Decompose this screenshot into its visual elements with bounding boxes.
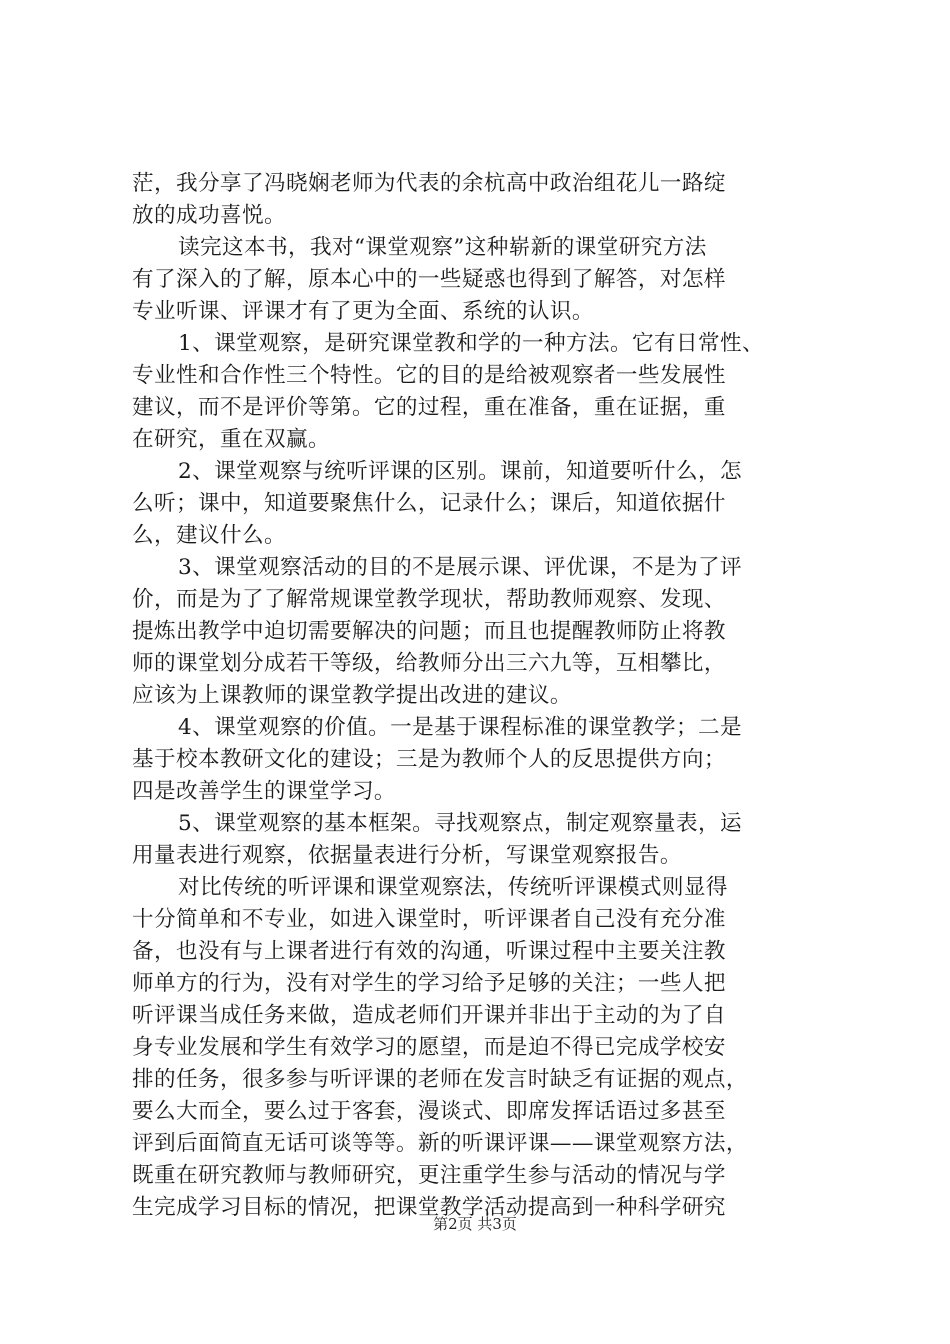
text-line: 价，而是为了了解常规课堂教学现状，帮助教师观察、发现、	[132, 587, 726, 612]
text-line: 生完成学习目标的情况，把课堂教学活动提高到一种科学研究	[132, 1195, 726, 1220]
text-line: 2、课堂观察与统听评课的区别。课前，知道要听什么，怎	[178, 459, 742, 484]
text-line: 十分简单和不专业，如进入课堂时，听评课者自己没有充分准	[132, 907, 726, 932]
text-line: 么，建议什么。	[132, 523, 286, 548]
text-line: 应该为上课教师的课堂教学提出改进的建议。	[132, 683, 572, 708]
text-line: 专业性和合作性三个特性。它的目的是给被观察者一些发展性	[132, 363, 726, 388]
text-line: 师单方的行为，没有对学生的学习给予足够的关注；一些人把	[132, 971, 726, 996]
text-line: 提炼出教学中迫切需要解决的问题；而且也提醒教师防止将教	[132, 619, 726, 644]
text-line: 身专业发展和学生有效学习的愿望，而是迫不得已完成学校安	[132, 1035, 726, 1060]
text-line: 四是改善学生的课堂学习。	[132, 779, 396, 804]
text-line: 备，也没有与上课者进行有效的沟通，听课过程中主要关注教	[132, 939, 726, 964]
text-line: 听评课当成任务来做，造成老师们开课并非出于主动的为了自	[132, 1003, 726, 1028]
text-line: 专业听课、评课才有了更为全面、系统的认识。	[132, 299, 594, 324]
text-line: 用量表进行观察，依据量表进行分析，写课堂观察报告。	[132, 843, 682, 868]
text-line: 4、课堂观察的价值。一是基于课程标准的课堂教学；二是	[178, 715, 742, 740]
document-body	[132, 168, 842, 1224]
text-line: 既重在研究教师与教师研究，更注重学生参与活动的情况与学	[132, 1163, 726, 1188]
text-line: 排的任务，很多参与听评课的老师在发言时缺乏有证据的观点，	[132, 1067, 748, 1092]
text-line: 建议，而不是评价等第。它的过程，重在准备，重在证据，重	[132, 395, 726, 420]
text-line: 对比传统的听评课和课堂观察法，传统听评课模式则显得	[178, 875, 728, 900]
page-footer: 第2页 共3页	[433, 1215, 517, 1233]
text-line: 有了深入的了解，原本心中的一些疑惑也得到了解答，对怎样	[132, 267, 726, 292]
text-line: 1、课堂观察，是研究课堂教和学的一种方法。它有日常性、	[178, 331, 764, 356]
text-line: 评到后面简直无话可谈等等。新的听课评课——课堂观察方法，	[132, 1131, 748, 1156]
text-line: 3、课堂观察活动的目的不是展示课、评优课，不是为了评	[178, 555, 742, 580]
text-line: 要么大而全，要么过于客套，漫谈式、即席发挥话语过多甚至	[132, 1099, 726, 1124]
text-line: 师的课堂划分成若干等级，给教师分出三六九等，互相攀比，	[132, 651, 726, 676]
text-line: 茫，我分享了冯晓娴老师为代表的余杭高中政治组花儿一路绽	[132, 171, 726, 196]
text-line: 放的成功喜悦。	[132, 203, 286, 228]
text-line: 5、课堂观察的基本框架。寻找观察点，制定观察量表，运	[178, 811, 742, 836]
text-line: 基于校本教研文化的建设；三是为教师个人的反思提供方向；	[132, 747, 726, 772]
text-line: 读完这本书，我对“课堂观察”这种崭新的课堂研究方法	[178, 235, 707, 260]
text-line: 么听；课中，知道要聚焦什么，记录什么；课后，知道依据什	[132, 491, 726, 516]
text-line: 在研究，重在双赢。	[132, 427, 330, 452]
